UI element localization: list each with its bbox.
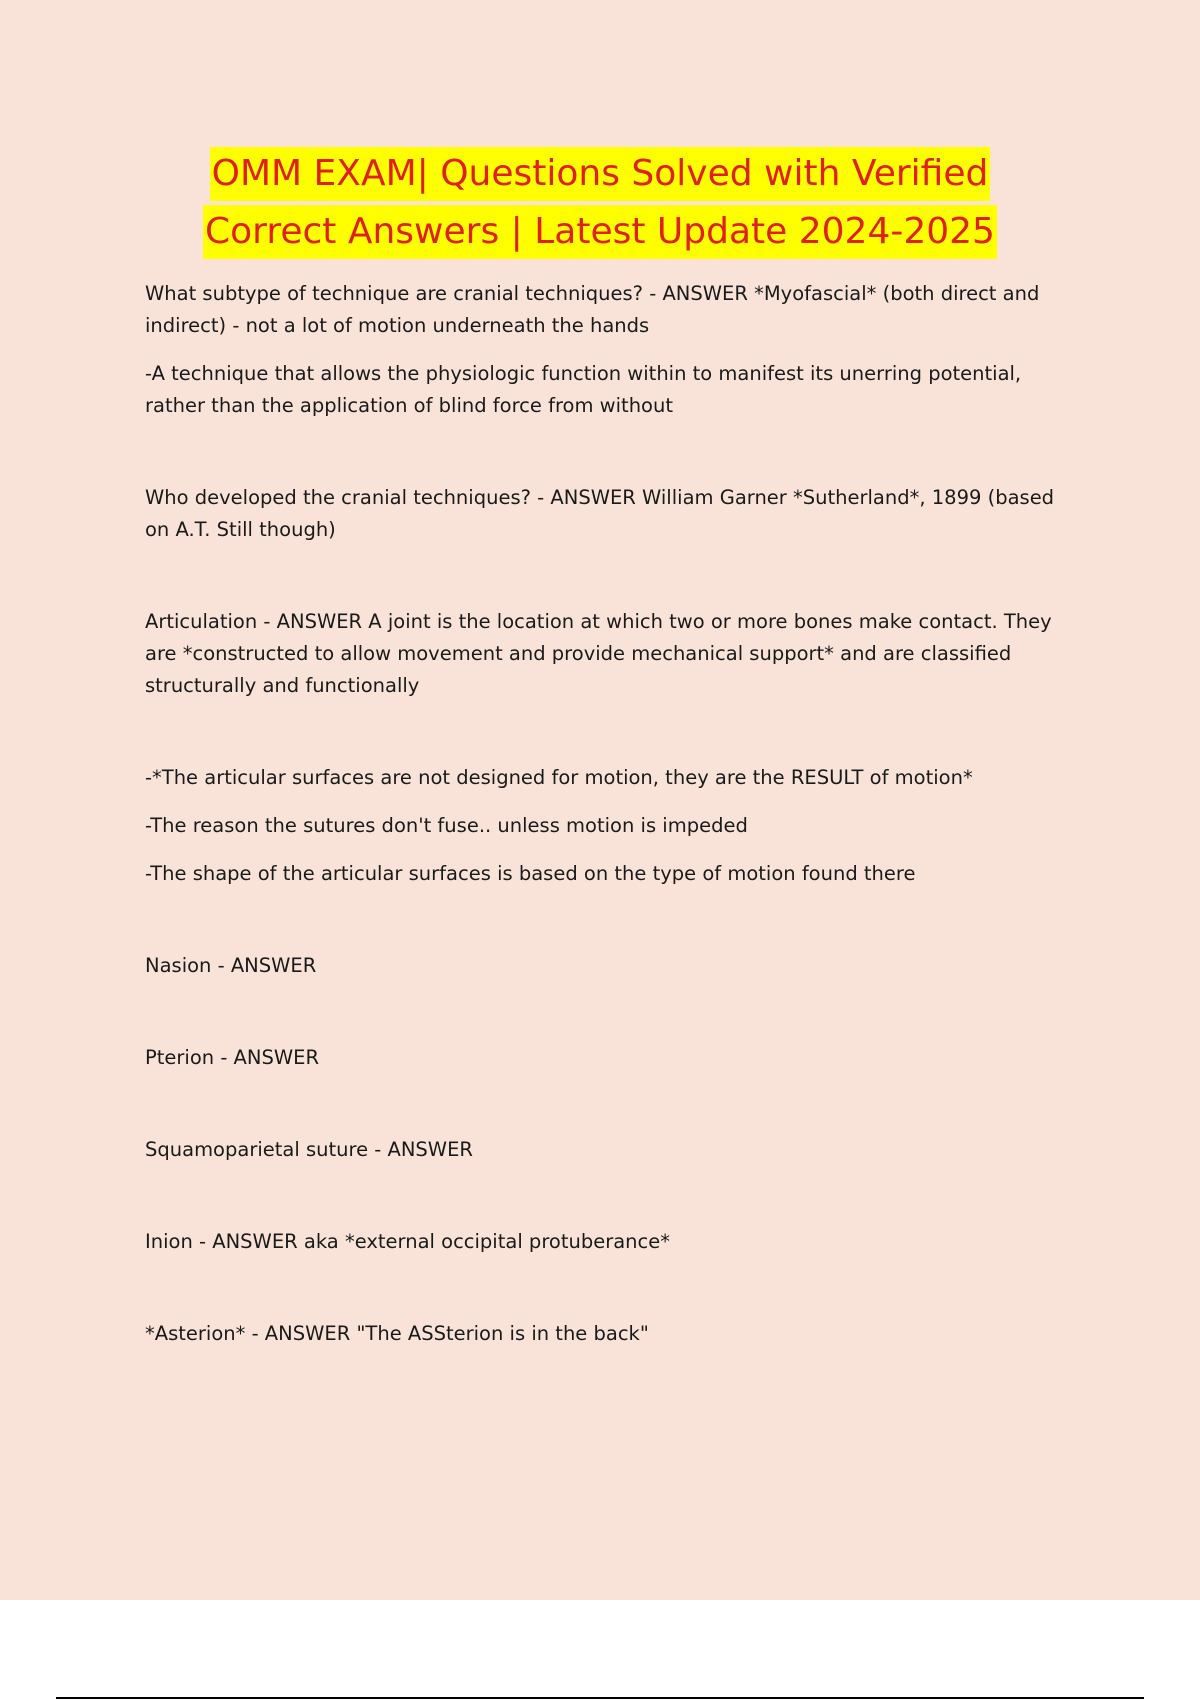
qa-inion: Inion - ANSWER aka *external occipital protuberance*: [145, 1230, 671, 1253]
qa-articulation: Articulation - ANSWER A joint is the location at which two or more bones make contact. They are *constructed to allow movement and provide mechanical support* and are classified structurally and functionally: [145, 610, 1052, 697]
qa-asterion: *Asterion* - ANSWER "The ASSterion is in the back": [145, 1322, 649, 1345]
title-line-1: OMM EXAM| Questions Solved with Verified: [210, 147, 991, 201]
bottom-divider: [56, 1697, 1144, 1699]
document-title: [0, 147, 1200, 259]
qa-squamoparietal-suture: Squamoparietal suture - ANSWER: [145, 1138, 473, 1161]
qa-cranial-subtype: What subtype of technique are cranial techniques? - ANSWER *Myofascial* (both direct and indirect) - not a lot of motion underneath the hands: [145, 282, 1040, 337]
qa-pterion: Pterion - ANSWER: [145, 1046, 320, 1069]
qa-cranial-subtype-note: -A technique that allows the physiologic function within to manifest its unerring potential, rather than the application of blind force from without: [145, 362, 1022, 417]
document-body: [145, 278, 1075, 1350]
qa-cranial-developer: Who developed the cranial techniques? - ANSWER William Garner *Sutherland*, 1899 (based on A.T. Still though): [145, 486, 1055, 541]
qa-nasion: Nasion - ANSWER: [145, 954, 317, 977]
qa-articulation-note-2: -The reason the sutures don't fuse.. unless motion is impeded: [145, 814, 748, 837]
title-line-2: Correct Answers | Latest Update 2024-2025: [203, 205, 997, 259]
qa-articulation-note-3: -The shape of the articular surfaces is based on the type of motion found there: [145, 862, 916, 885]
qa-articulation-note-1: -*The articular surfaces are not designed for motion, they are the RESULT of motion*: [145, 766, 973, 789]
